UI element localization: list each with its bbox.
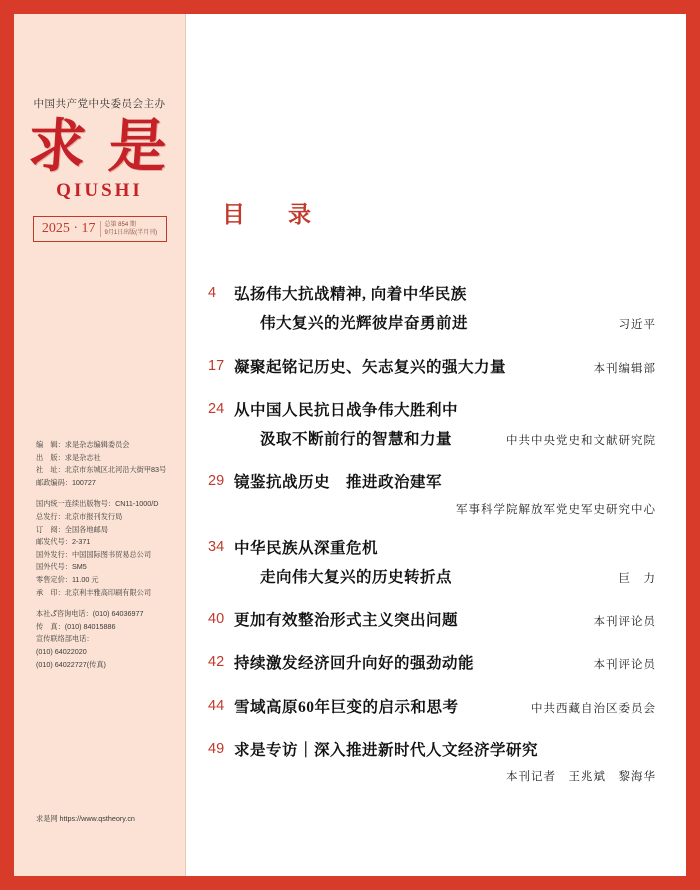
colophon-line: 承 印：北京利丰雅高印刷有限公司 [36,587,152,597]
entry-author: 本刊评论员 [593,659,656,672]
colophon-line: 零售定价：11.00 元 [36,574,99,584]
issue-note [100,221,158,237]
entry-author: 中共中央党史和文献研究院 [506,435,656,447]
list-item[interactable] [208,399,656,452]
list-item[interactable] [208,739,656,784]
colophon-line: 国外发行：中国国际图书贸易总公司 [36,549,152,559]
colophon-line: 国外代号：SM5 [36,562,87,572]
list-item[interactable] [208,283,656,336]
colophon-line: 订 阅：全国各地邮局 [36,524,108,534]
cover-left-panel [14,14,186,876]
entry-title-line1[interactable]: 更加有效整治形式主义突出问题 [234,612,459,629]
list-item[interactable] [208,652,656,675]
colophon-line: 国内统一连续出版物号：CN11-1000/D [36,499,159,509]
entry-page-number[interactable]: 4 [208,285,217,301]
qiushi-logo-latin: QIUSHI [56,179,143,201]
list-item[interactable] [208,537,656,590]
colophon-block-distribution [36,498,176,599]
entry-author: 本刊编辑部 [593,362,656,375]
qiushi-logo-chinese: 求 是 [26,114,174,179]
colophon-line: 本社گ咨询电话：(010) 64036977 [36,609,144,619]
colophon-line: (010) 64022020 [36,646,87,656]
colophon-line: (010) 64022727(传真) [36,659,106,669]
entry-author: 本刊记者 王兆斌 黎海华 [506,771,656,783]
sponsor-line: 中国共产党中央委员会主办 [33,98,166,110]
colophon-block-publisher [36,439,176,489]
entry-page-number[interactable]: 29 [208,473,225,490]
entry-page-number[interactable]: 40 [208,611,225,627]
list-item[interactable] [208,471,656,516]
entry-page-number[interactable]: 42 [208,654,225,671]
entry-title-line2[interactable]: 伟大复兴的光辉彼岸奋勇前进 [260,315,469,333]
colophon-block-contact [36,608,176,671]
entry-title-line1[interactable]: 凝聚起铭记历史、矢志复兴的强大力量 [234,358,507,376]
masthead [14,14,185,242]
table-of-contents [186,283,686,784]
entry-title-line1[interactable]: 弘扬伟大抗战精神, 向着中华民族 [234,286,467,303]
entry-author: 军事科学院解放军党史军史研究中心 [456,503,656,516]
website-line[interactable]: 求是网 https://www.qstheory.cn [36,814,135,823]
colophon-line: 编 辑：求是杂志编辑委员会 [36,440,130,449]
colophon-line: 传 真：(010) 84015886 [36,621,116,631]
issue-note-total: 总第 854 期 [104,221,136,228]
issue-badge [33,216,167,242]
entry-page-number[interactable]: 24 [208,400,225,417]
entry-title-line1[interactable]: 从中国人民抗日战争伟大胜利中 [234,401,459,419]
entry-title-line1[interactable]: 持续激发经济回升向好的强劲动能 [234,655,475,673]
entry-title-line1[interactable]: 求是专访｜深入推进新时代人文经济学研究 [234,741,539,759]
list-item[interactable] [208,696,656,719]
colophon-line: 社 址：北京市东城区北河沿大街甲83号 [36,465,167,475]
colophon-line: 邮政编码：100727 [36,477,96,487]
magazine-contents-page [14,14,686,876]
list-item[interactable] [208,609,656,632]
colophon-line: 宣传联络部电话： [36,634,94,644]
colophon-line: 邮发代号：2-371 [36,537,91,547]
entry-page-number[interactable]: 44 [208,697,225,714]
list-item[interactable] [208,356,656,379]
entry-title-line2[interactable]: 汲取不断前行的智慧和力量 [260,431,453,448]
colophon-line: 出 版：求是杂志社 [36,452,101,462]
entry-author: 本刊评论员 [593,616,656,628]
issue-note-date: 9月1日出版(半月刊) [104,229,158,236]
entry-title-line1[interactable]: 雪域高原60年巨变的启示和思考 [234,698,459,716]
colophon-line: 总发行：北京市报刊发行局 [36,511,123,521]
entry-author: 习近平 [618,319,656,332]
entry-page-number[interactable]: 49 [208,740,225,757]
entry-author: 巨 力 [618,572,656,585]
entry-page-number[interactable]: 34 [208,538,225,555]
entry-author: 中共西藏自治区委员会 [531,702,656,715]
entry-title-line1[interactable]: 中华民族从深重危机 [234,539,379,557]
entry-title-line2[interactable]: 走向伟大复兴的历史转折点 [260,568,453,586]
page-title: 目 录 [222,202,321,227]
colophon [36,439,176,680]
contents-panel [186,14,686,876]
entry-title-line1[interactable]: 镜鉴抗战历史 推进政治建军 [234,474,443,492]
issue-number: 2025 · 17 [41,220,96,236]
entry-page-number[interactable]: 17 [208,357,225,374]
